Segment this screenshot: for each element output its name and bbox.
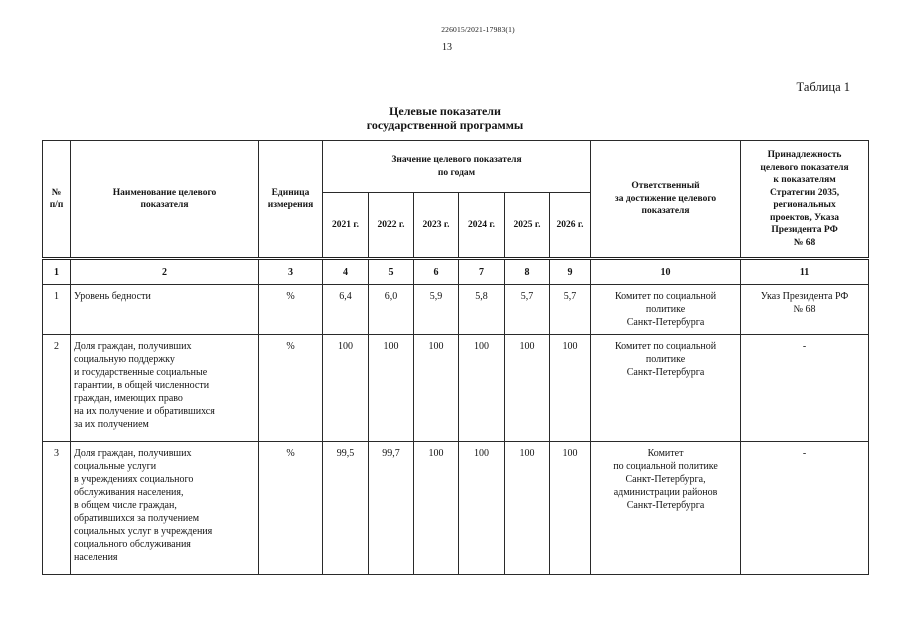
header-year-2026: 2026 г. xyxy=(550,193,591,259)
header-number: № п/п xyxy=(43,141,71,259)
header-responsible: Ответственный за достижение целевого показателя xyxy=(591,141,741,259)
responsible-body: Комитет по социальной политике Санкт-Петербурга, администрации районов Санкт-Петербурга xyxy=(591,442,741,575)
column-number: 1 xyxy=(43,259,71,285)
document-title: Целевые показатели государственной программы xyxy=(366,104,524,132)
header-row-top xyxy=(43,141,869,193)
unit: % xyxy=(259,285,323,335)
unit: % xyxy=(259,335,323,442)
table-row xyxy=(43,285,869,335)
column-number: 3 xyxy=(259,259,323,285)
table-row xyxy=(43,442,869,575)
table-row xyxy=(43,335,869,442)
page-number: 13 xyxy=(442,42,452,53)
value-2021: 100 xyxy=(323,335,369,442)
indicator-name: Доля граждан, получивших социальную поддержку и государственные социальные гарантии, в общей численности граждан, имеющих право на их получение и обратившихся за их получением xyxy=(71,335,259,442)
header-affiliation: Принадлежность целевого показателя к показателям Стратегии 2035, региональных проектов, Указа Президента РФ № 68 xyxy=(741,141,869,259)
value-2023: 100 xyxy=(414,442,459,575)
column-number: 11 xyxy=(741,259,869,285)
header-indicator-name: Наименование целевого показателя xyxy=(71,141,259,259)
responsible-body: Комитет по социальной политике Санкт-Петербурга xyxy=(591,335,741,442)
indicator-name: Уровень бедности xyxy=(71,285,259,335)
value-2026: 5,7 xyxy=(550,285,591,335)
value-2024: 100 xyxy=(459,335,505,442)
column-numbering-row xyxy=(43,259,869,285)
affiliation: Указ Президента РФ № 68 xyxy=(741,285,869,335)
column-number: 4 xyxy=(323,259,369,285)
value-2025: 5,7 xyxy=(505,285,550,335)
value-2022: 99,7 xyxy=(369,442,414,575)
value-2024: 5,8 xyxy=(459,285,505,335)
column-number: 9 xyxy=(550,259,591,285)
table-body xyxy=(43,259,869,575)
responsible-body: Комитет по социальной политике Санкт-Петербурга xyxy=(591,285,741,335)
column-number: 7 xyxy=(459,259,505,285)
column-number: 2 xyxy=(71,259,259,285)
header-year-2024: 2024 г. xyxy=(459,193,505,259)
indicator-name: Доля граждан, получивших социальные услуги в учреждениях социального обслуживания населения, в общем числе граждан, обратившихся за получением социальных услуг в учреждения социального обслуживания населения xyxy=(71,442,259,575)
document-registration-code: 226015/2021-17983(1) xyxy=(441,25,515,34)
value-2021: 6,4 xyxy=(323,285,369,335)
unit: % xyxy=(259,442,323,575)
row-number: 2 xyxy=(43,335,71,442)
value-2022: 6,0 xyxy=(369,285,414,335)
value-2023: 5,9 xyxy=(414,285,459,335)
header-year-2023: 2023 г. xyxy=(414,193,459,259)
value-2024: 100 xyxy=(459,442,505,575)
value-2025: 100 xyxy=(505,335,550,442)
header-year-2025: 2025 г. xyxy=(505,193,550,259)
header-year-2021: 2021 г. xyxy=(323,193,369,259)
target-indicators-table xyxy=(42,140,869,575)
value-2026: 100 xyxy=(550,442,591,575)
header-unit: Единица измерения xyxy=(259,141,323,259)
value-2025: 100 xyxy=(505,442,550,575)
column-number: 5 xyxy=(369,259,414,285)
column-number: 8 xyxy=(505,259,550,285)
column-number: 6 xyxy=(414,259,459,285)
header-year-2022: 2022 г. xyxy=(369,193,414,259)
row-number: 3 xyxy=(43,442,71,575)
header-values-by-year: Значение целевого показателя по годам xyxy=(323,141,591,193)
value-2022: 100 xyxy=(369,335,414,442)
affiliation: - xyxy=(741,335,869,442)
value-2023: 100 xyxy=(414,335,459,442)
table-label: Таблица 1 xyxy=(796,80,850,94)
affiliation: - xyxy=(741,442,869,575)
value-2026: 100 xyxy=(550,335,591,442)
column-number: 10 xyxy=(591,259,741,285)
row-number: 1 xyxy=(43,285,71,335)
table-header xyxy=(43,141,869,259)
value-2021: 99,5 xyxy=(323,442,369,575)
